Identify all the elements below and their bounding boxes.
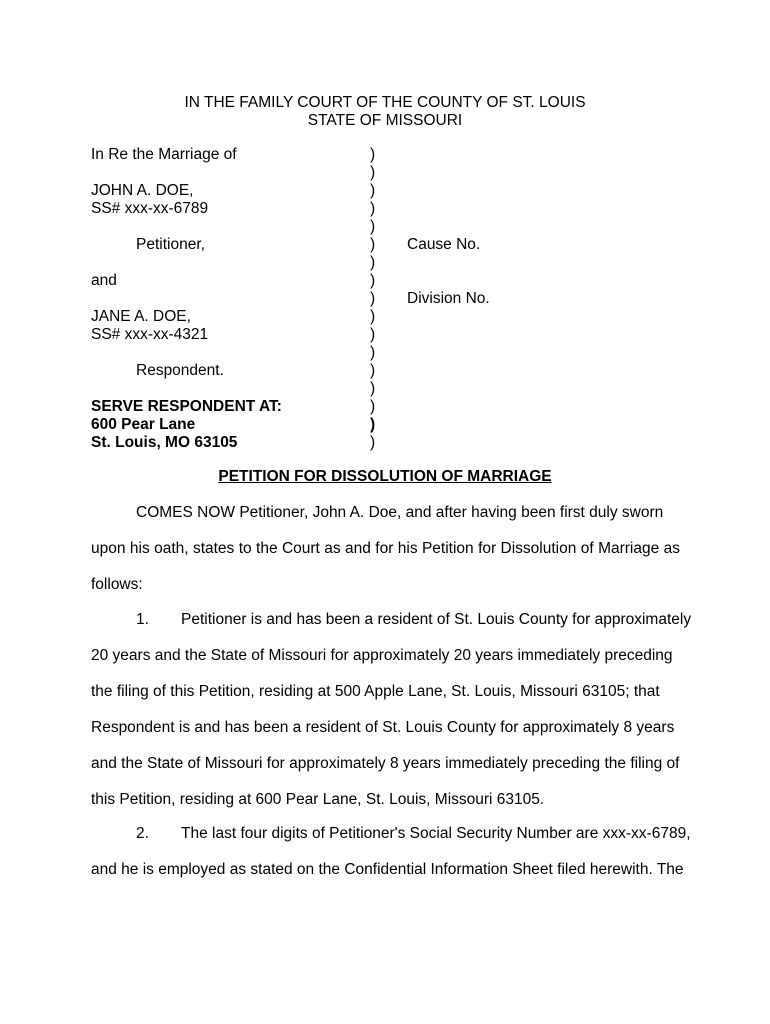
text-line: upon his oath, states to the Court as and for his Petition for Dissolution of Marriage as bbox=[91, 540, 680, 557]
paragraph-number: 1. bbox=[136, 611, 149, 628]
paragraph-number: 2. bbox=[136, 825, 149, 842]
division-number-label: Division No. bbox=[407, 290, 490, 307]
text-line: Petitioner is and has been a resident of St. Louis County for approximately bbox=[181, 611, 692, 628]
respondent-name: JANE A. DOE, bbox=[91, 308, 191, 325]
paren: ) bbox=[370, 308, 376, 325]
paren: ) bbox=[370, 398, 376, 415]
paren: ) bbox=[370, 380, 376, 397]
text-line: The last four digits of Petitioner's Social Security Number are xxx-xx-6789, bbox=[181, 825, 691, 842]
court-state: STATE OF MISSOURI bbox=[307, 112, 463, 129]
and-line: and bbox=[91, 272, 117, 289]
petitioner-name: JOHN A. DOE, bbox=[91, 182, 194, 199]
paren: ) bbox=[370, 272, 376, 289]
paren: ) bbox=[370, 290, 376, 307]
text-line: 20 years and the State of Missouri for approximately 20 years immediately preceding bbox=[91, 647, 673, 664]
text-line: this Petition, residing at 600 Pear Lane, St. Louis, Missouri 63105. bbox=[91, 791, 545, 808]
cause-number-label: Cause No. bbox=[407, 236, 481, 253]
text-line: and the State of Missouri for approximately 8 years immediately preceding the filing of bbox=[91, 755, 680, 772]
in-re-line: In Re the Marriage of bbox=[91, 146, 237, 163]
respondent-label: Respondent. bbox=[136, 362, 224, 379]
petition-title: PETITION FOR DISSOLUTION OF MARRIAGE bbox=[218, 468, 552, 485]
text-line: the filing of this Petition, residing at 500 Apple Lane, St. Louis, Missouri 63105; that bbox=[91, 683, 660, 700]
respondent-ssn: SS# xxx-xx-4321 bbox=[91, 326, 209, 343]
petitioner-ssn: SS# xxx-xx-6789 bbox=[91, 200, 209, 217]
paren: ) bbox=[370, 362, 376, 379]
paren: ) bbox=[370, 434, 376, 451]
text-line: and he is employed as stated on the Confidential Information Sheet filed herewith. The bbox=[91, 861, 684, 878]
paren: ) bbox=[370, 218, 376, 235]
text-line: COMES NOW Petitioner, John A. Doe, and after having been first duly sworn bbox=[136, 504, 664, 521]
paren: ) bbox=[370, 182, 376, 199]
serve-respondent-label: SERVE RESPONDENT AT: bbox=[91, 398, 282, 415]
paren: ) bbox=[370, 236, 376, 253]
court-name: IN THE FAMILY COURT OF THE COUNTY OF ST. LOUIS bbox=[184, 94, 586, 111]
paren: ) bbox=[370, 146, 376, 163]
petitioner-label: Petitioner, bbox=[136, 236, 205, 253]
paren: ) bbox=[370, 344, 376, 361]
paren: ) bbox=[370, 254, 376, 271]
paren: ) bbox=[370, 326, 376, 343]
text-line: Respondent is and has been a resident of St. Louis County for approximately 8 years bbox=[91, 719, 675, 736]
paren: ) bbox=[370, 200, 376, 217]
text-line: follows: bbox=[91, 576, 143, 593]
serve-city: St. Louis, MO 63105 bbox=[91, 434, 238, 451]
paren: ) bbox=[370, 164, 376, 181]
serve-street: 600 Pear Lane bbox=[91, 416, 196, 433]
paren: ) bbox=[370, 416, 376, 433]
